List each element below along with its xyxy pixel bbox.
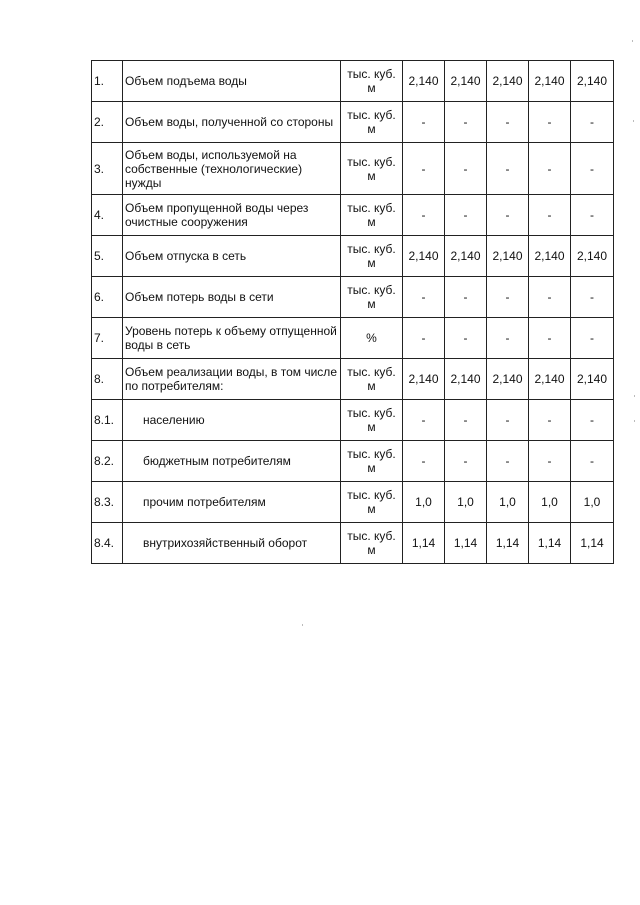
row-value: 2,140	[487, 236, 529, 277]
scan-speck	[634, 420, 635, 422]
row-indicator-name: Объем подъема воды	[123, 61, 341, 102]
row-value: 1,14	[403, 523, 445, 564]
row-value: 2,140	[403, 236, 445, 277]
row-indicator-name: прочим потребителям	[123, 482, 341, 523]
row-value: 2,140	[445, 236, 487, 277]
row-value: -	[487, 277, 529, 318]
row-value: -	[403, 143, 445, 195]
row-number: 3.	[92, 143, 123, 195]
row-indicator-name: населению	[123, 400, 341, 441]
row-value: -	[487, 318, 529, 359]
row-value: -	[403, 318, 445, 359]
row-value: -	[403, 400, 445, 441]
row-value: 2,140	[403, 359, 445, 400]
row-value: -	[571, 400, 614, 441]
row-value: 2,140	[571, 359, 614, 400]
row-value: -	[529, 277, 571, 318]
table-row	[92, 277, 614, 318]
row-value: 2,140	[445, 359, 487, 400]
row-number: 2.	[92, 102, 123, 143]
row-value: 1,0	[487, 482, 529, 523]
row-unit: тыс. куб. м	[341, 523, 403, 564]
row-indicator-name: Объем потерь воды в сети	[123, 277, 341, 318]
row-value: 1,0	[529, 482, 571, 523]
table-row	[92, 236, 614, 277]
row-unit: тыс. куб. м	[341, 195, 403, 236]
row-value: -	[571, 195, 614, 236]
table-row	[92, 523, 614, 564]
row-value: 2,140	[403, 61, 445, 102]
row-value: -	[487, 102, 529, 143]
row-value: 1,0	[445, 482, 487, 523]
row-value: -	[529, 102, 571, 143]
row-value: -	[445, 318, 487, 359]
row-value: -	[445, 400, 487, 441]
table-row	[92, 61, 614, 102]
row-value: 1,0	[403, 482, 445, 523]
row-value: -	[487, 441, 529, 482]
table-row	[92, 318, 614, 359]
row-indicator-name: Уровень потерь к объему отпущенной воды в сеть	[123, 318, 341, 359]
table-row	[92, 400, 614, 441]
row-unit: %	[341, 318, 403, 359]
table-body	[92, 61, 614, 564]
row-value: 1,14	[529, 523, 571, 564]
row-value: -	[571, 277, 614, 318]
row-indicator-name: бюджетным потребителям	[123, 441, 341, 482]
table-row	[92, 102, 614, 143]
row-value: -	[571, 102, 614, 143]
row-number: 8.1.	[92, 400, 123, 441]
row-unit: тыс. куб. м	[341, 400, 403, 441]
row-number: 8.3.	[92, 482, 123, 523]
row-value: 2,140	[571, 236, 614, 277]
row-unit: тыс. куб. м	[341, 236, 403, 277]
row-unit: тыс. куб. м	[341, 441, 403, 482]
scan-speck	[302, 624, 303, 626]
row-indicator-name: Объем воды, используемой на собственные (технологические) нужды	[123, 143, 341, 195]
row-value: 1,14	[487, 523, 529, 564]
row-number: 4.	[92, 195, 123, 236]
row-value: -	[529, 400, 571, 441]
row-value: 2,140	[487, 359, 529, 400]
row-indicator-name: Объем реализации воды, в том числе по потребителям:	[123, 359, 341, 400]
table-row	[92, 482, 614, 523]
row-value: -	[403, 441, 445, 482]
table-row	[92, 195, 614, 236]
row-value: -	[487, 195, 529, 236]
row-value: 1,14	[445, 523, 487, 564]
row-indicator-name: Объем пропущенной воды через очистные сооружения	[123, 195, 341, 236]
row-value: -	[529, 195, 571, 236]
row-value: -	[529, 441, 571, 482]
row-value: 1,0	[571, 482, 614, 523]
scan-speck	[633, 120, 634, 122]
scan-speck	[634, 395, 635, 397]
row-unit: тыс. куб. м	[341, 143, 403, 195]
row-number: 8.	[92, 359, 123, 400]
table-row	[92, 359, 614, 400]
row-value: -	[487, 143, 529, 195]
row-value: -	[403, 195, 445, 236]
row-value: -	[445, 143, 487, 195]
row-value: -	[529, 143, 571, 195]
row-unit: тыс. куб. м	[341, 359, 403, 400]
water-balance-table	[91, 60, 614, 564]
row-number: 6.	[92, 277, 123, 318]
row-number: 1.	[92, 61, 123, 102]
row-value: 2,140	[445, 61, 487, 102]
row-unit: тыс. куб. м	[341, 61, 403, 102]
row-unit: тыс. куб. м	[341, 482, 403, 523]
scan-speck	[632, 40, 633, 42]
row-value: -	[571, 318, 614, 359]
row-indicator-name: Объем воды, полученной со стороны	[123, 102, 341, 143]
table-row	[92, 143, 614, 195]
row-value: -	[529, 318, 571, 359]
row-value: -	[487, 400, 529, 441]
row-value: 2,140	[487, 61, 529, 102]
row-value: -	[571, 143, 614, 195]
row-value: 2,140	[571, 61, 614, 102]
row-value: -	[445, 195, 487, 236]
row-value: -	[403, 102, 445, 143]
table-row	[92, 441, 614, 482]
row-value: -	[445, 277, 487, 318]
row-value: 2,140	[529, 61, 571, 102]
row-number: 7.	[92, 318, 123, 359]
row-value: 2,140	[529, 236, 571, 277]
row-number: 5.	[92, 236, 123, 277]
row-value: 1,14	[571, 523, 614, 564]
row-number: 8.4.	[92, 523, 123, 564]
row-indicator-name: Объем отпуска в сеть	[123, 236, 341, 277]
row-value: -	[403, 277, 445, 318]
row-indicator-name: внутрихозяйственный оборот	[123, 523, 341, 564]
row-value: -	[571, 441, 614, 482]
row-value: -	[445, 441, 487, 482]
row-unit: тыс. куб. м	[341, 277, 403, 318]
row-number: 8.2.	[92, 441, 123, 482]
row-unit: тыс. куб. м	[341, 102, 403, 143]
row-value: -	[445, 102, 487, 143]
row-value: 2,140	[529, 359, 571, 400]
